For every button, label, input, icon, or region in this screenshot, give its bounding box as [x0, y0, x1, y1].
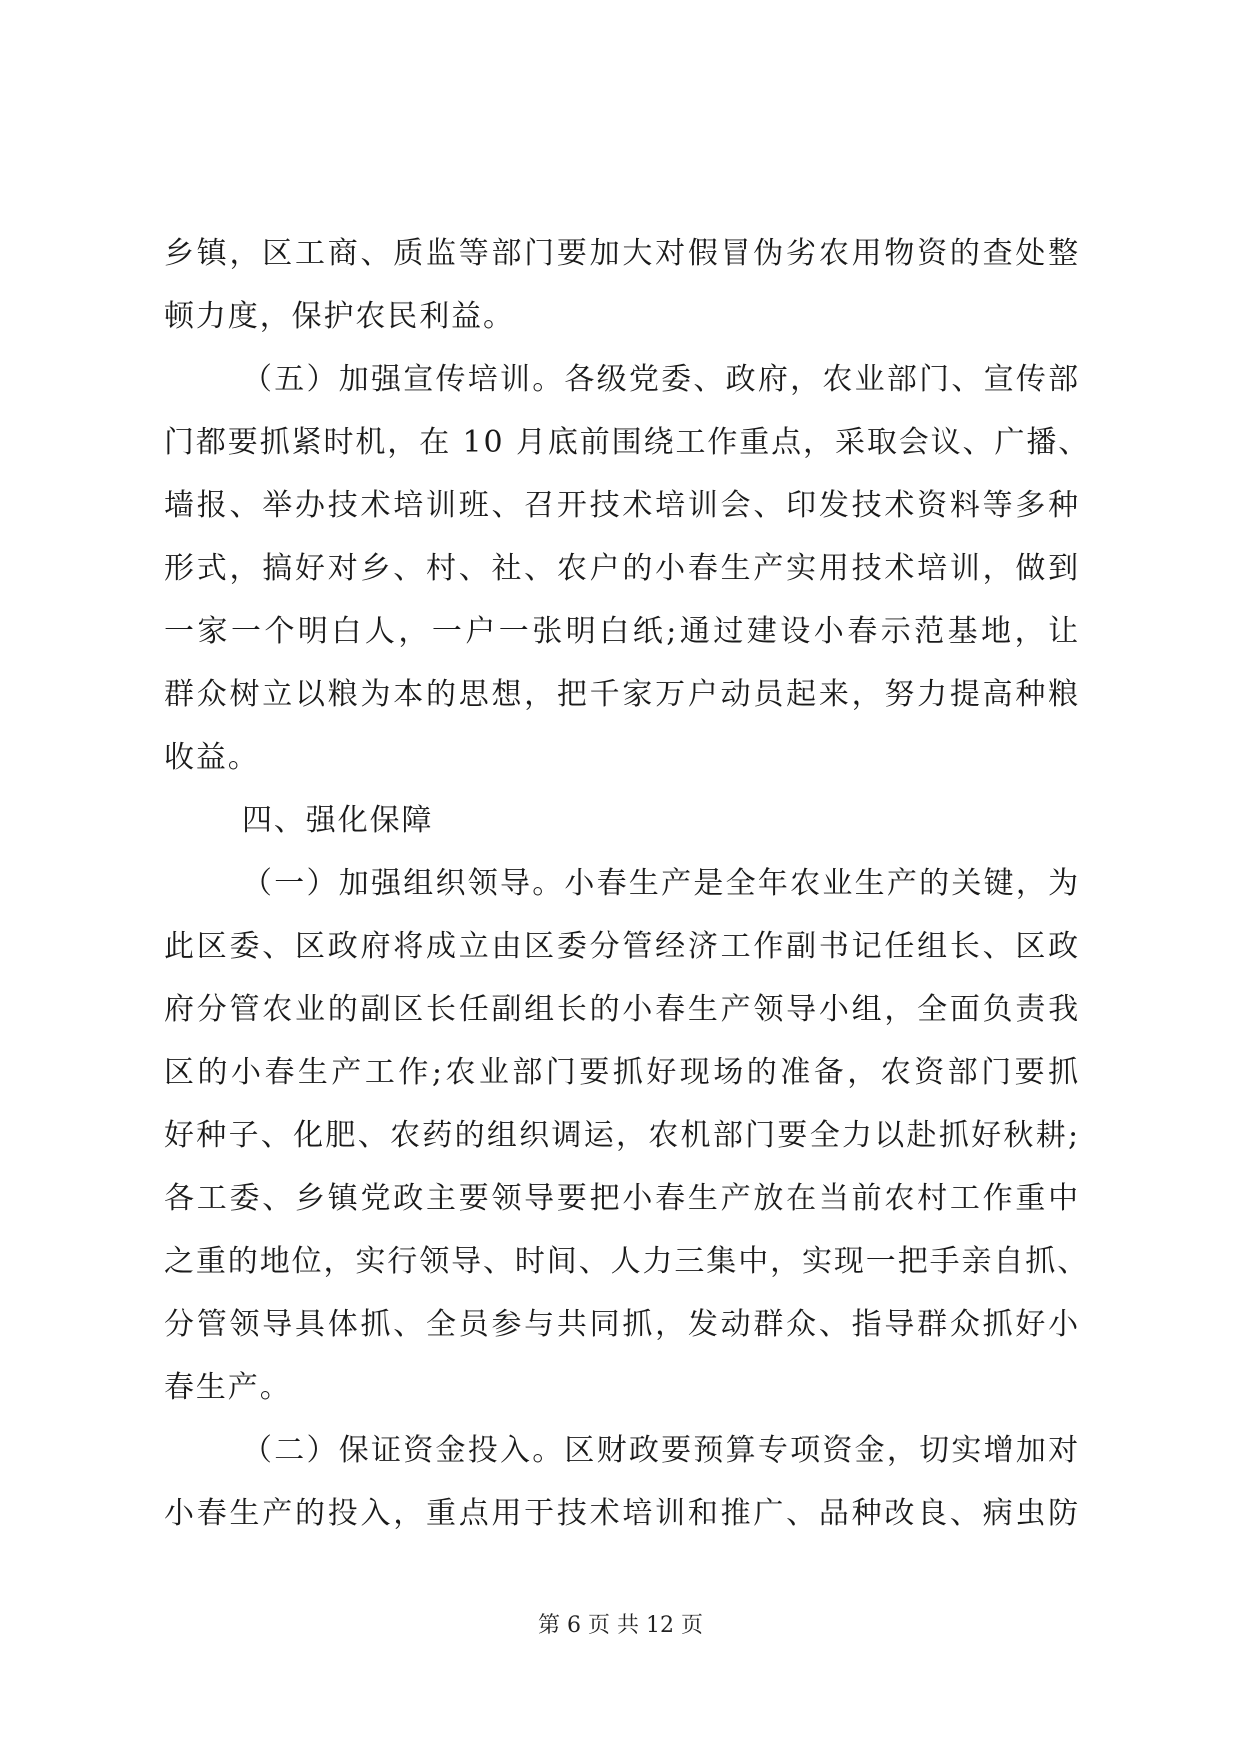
text-line: 春生产。 [164, 1370, 292, 1405]
text-line: 各工委、乡镇党政主要领导要把小春生产放在当前农村工作重中 [164, 1181, 1080, 1216]
text-line: （二）保证资金投入。区财政要预算专项资金，切实增加对 [242, 1433, 1080, 1468]
text-line: （五）加强宣传培训。各级党委、政府，农业部门、宣传部 [242, 362, 1080, 397]
text-line: 小春生产的投入，重点用于技术培训和推广、品种改良、病虫防 [164, 1496, 1080, 1531]
page-footer: 第 6 页 共 12 页 [538, 1613, 703, 1638]
text-line: 墙报、举办技术培训班、召开技术培训会、印发技术资料等多种 [164, 488, 1080, 523]
text-line: 府分管农业的副区长任副组长的小春生产领导小组，全面负责我 [164, 992, 1080, 1027]
text-line: 区的小春生产工作;农业部门要抓好现场的准备，农资部门要抓 [164, 1055, 1080, 1090]
text-line: 群众树立以粮为本的思想，把千家万户动员起来，努力提高种粮 [164, 677, 1080, 712]
text-line: 顿力度，保护农民利益。 [164, 299, 515, 334]
text-line: 此区委、区政府将成立由区委分管经济工作副书记任组长、区政 [164, 929, 1080, 964]
document-body [164, 222, 1091, 1545]
text-line: 分管领导具体抓、全员参与共同抓，发动群众、指导群众抓好小 [164, 1307, 1080, 1342]
text-line: 收益。 [164, 740, 260, 775]
text-line: （一）加强组织领导。小春生产是全年农业生产的关键，为 [242, 866, 1080, 901]
text-line: 形式，搞好对乡、村、社、农户的小春生产实用技术培训，做到 [164, 551, 1080, 586]
text-line: 四、强化保障 [242, 803, 434, 838]
text-line: 一家一个明白人，一户一张明白纸;通过建设小春示范基地，让 [164, 614, 1080, 649]
text-line: 门都要抓紧时机，在 10 月底前围绕工作重点，采取会议、广播、 [164, 425, 1091, 460]
text-line: 之重的地位，实行领导、时间、人力三集中，实现一把手亲自抓、 [164, 1244, 1090, 1279]
text-line: 乡镇，区工商、质监等部门要加大对假冒伪劣农用物资的查处整 [164, 236, 1080, 271]
text-line: 好种子、化肥、农药的组织调运，农机部门要全力以赴抓好秋耕; [164, 1118, 1080, 1153]
